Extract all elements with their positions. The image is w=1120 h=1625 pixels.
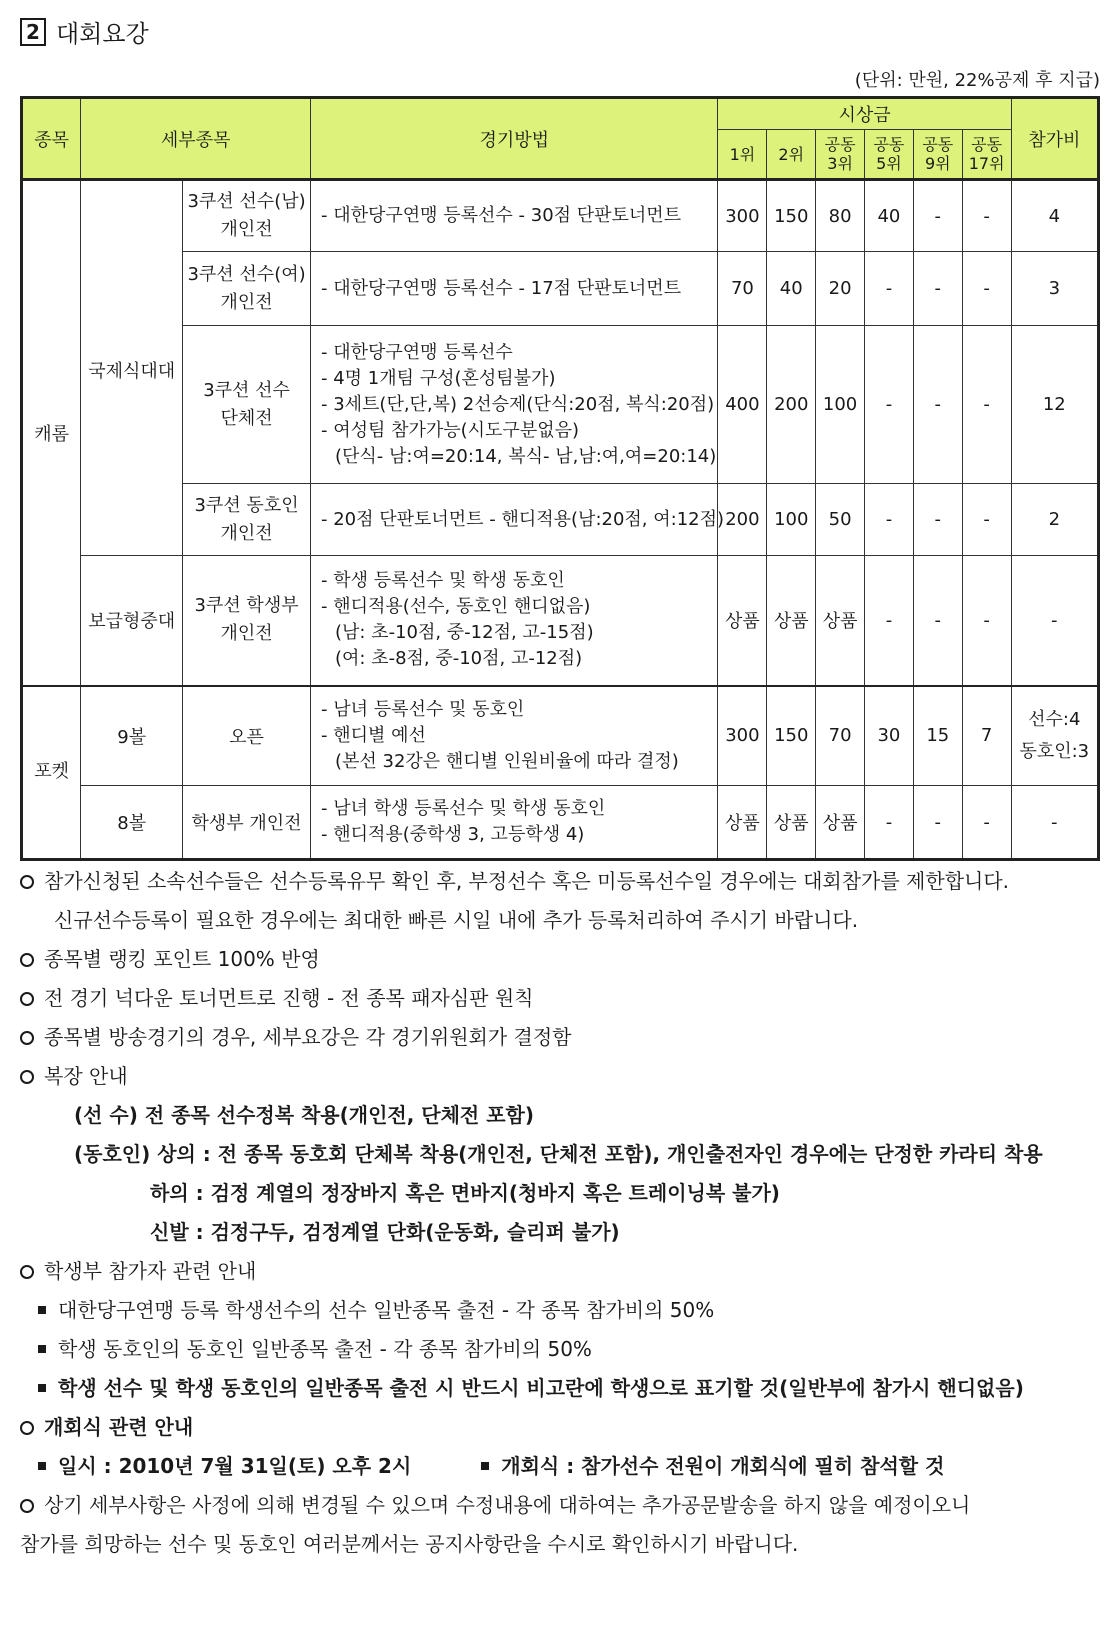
method: - 대한당구연맹 등록선수 - 4명 1개팀 구성(혼성팀불가) - 3세트(단,단,복) 2선승제(단식:20점, 복식:20점) - 여성팀 참가가능(시도구분없음) (단식- 남:여=20:14, 복식- 남,남:여,여=20:14) bbox=[310, 326, 718, 484]
section-title-text: 대회요강 bbox=[56, 20, 149, 48]
circle-bullet-icon bbox=[20, 1070, 34, 1084]
sub-event: 3쿠션 선수(남) 개인전 bbox=[183, 180, 311, 252]
prize-17: - bbox=[962, 326, 1011, 484]
prize-9: 15 bbox=[913, 686, 962, 786]
group-eight-ball: 8볼 bbox=[81, 786, 183, 860]
method: - 학생 등록선수 및 학생 동호인 - 핸디적용(선수, 동호인 핸디없음) (남: 초-10점, 중-12점, 고-15점) (여: 초-8점, 중-10점, 고-12점) bbox=[310, 556, 718, 686]
note-item: 개회식 관련 안내 bbox=[20, 1408, 1100, 1447]
note-item: 참가신청된 소속선수들은 선수등록유무 확인 후, 부정선수 혹은 미등록선수일 경우에는 대회참가를 제한합니다. bbox=[20, 862, 1100, 901]
square-bullet-icon bbox=[481, 1462, 489, 1470]
dress-amateur-shoes: 신발 : 검정구두, 검정계열 단화(운동화, 슬리퍼 불가) bbox=[150, 1220, 620, 1244]
prize-17: - bbox=[962, 252, 1011, 326]
prize-17: - bbox=[962, 786, 1011, 860]
group-intl: 국제식대대 bbox=[81, 180, 183, 556]
group-popular: 보급형중대 bbox=[81, 556, 183, 686]
prize-17: 7 bbox=[962, 686, 1011, 786]
table-row bbox=[22, 326, 1099, 484]
square-bullet-icon bbox=[38, 1345, 46, 1353]
fee: 선수:4 동호인:3 bbox=[1011, 686, 1098, 786]
method: - 대한당구연맹 등록선수 - 30점 단판토너먼트 bbox=[310, 180, 718, 252]
prize-17: - bbox=[962, 556, 1011, 686]
circle-bullet-icon bbox=[20, 875, 34, 889]
prize-3: 상품 bbox=[816, 556, 865, 686]
sub-event: 3쿠션 선수 단체전 bbox=[183, 326, 311, 484]
prize-2: 상품 bbox=[767, 556, 816, 686]
prize-1: 70 bbox=[718, 252, 767, 326]
circle-bullet-icon bbox=[20, 1031, 34, 1045]
table-row bbox=[22, 180, 1099, 252]
note-item: 종목별 방송경기의 경우, 세부요강은 각 경기위원회가 결정함 bbox=[20, 1018, 1100, 1057]
fee: - bbox=[1011, 786, 1098, 860]
header-sub-event: 세부종목 bbox=[81, 98, 311, 180]
prize-1: 상품 bbox=[718, 556, 767, 686]
prize-9: - bbox=[913, 484, 962, 556]
table-row bbox=[22, 556, 1099, 686]
dress-amateur-top: (동호인) 상의 : 전 종목 동호회 단체복 착용(개인전, 단체전 포함), 개인출전자인 경우에는 단정한 카라티 착용 bbox=[74, 1142, 1043, 1166]
table-row bbox=[22, 484, 1099, 556]
prize-9: - bbox=[913, 180, 962, 252]
sub-event: 3쿠션 동호인 개인전 bbox=[183, 484, 311, 556]
note-item: 학생부 참가자 관련 안내 bbox=[20, 1252, 1100, 1291]
note-item: 신규선수등록이 필요한 경우에는 최대한 빠른 시일 내에 추가 등록처리하여 주시기 바랍니다. bbox=[54, 908, 859, 932]
header-method: 경기방법 bbox=[310, 98, 718, 180]
header-prize: 시상금 bbox=[718, 98, 1011, 130]
header-event: 종목 bbox=[22, 98, 81, 180]
section-title bbox=[20, 14, 149, 49]
prize-5: 30 bbox=[865, 686, 914, 786]
header-fee: 참가비 bbox=[1011, 98, 1098, 180]
method: - 대한당구연맹 등록선수 - 17점 단판토너먼트 bbox=[310, 252, 718, 326]
prize-5: - bbox=[865, 326, 914, 484]
dress-amateur-bottom: 하의 : 검정 계열의 정장바지 혹은 면바지(청바지 혹은 트레이닝복 불가) bbox=[150, 1181, 780, 1205]
square-bullet-icon bbox=[38, 1384, 46, 1392]
method: - 20점 단판토너먼트 - 핸디적용(남:20점, 여:12점) bbox=[310, 484, 718, 556]
note-item: 전 경기 넉다운 토너먼트로 진행 - 전 종목 패자심판 원칙 bbox=[20, 979, 1100, 1018]
note-item: 종목별 랭킹 포인트 100% 반영 bbox=[20, 940, 1100, 979]
section-number: 2 bbox=[20, 18, 46, 46]
student-note: 학생 선수 및 학생 동호인의 일반종목 출전 시 반드시 비고란에 학생으로 표기할 것(일반부에 참가시 핸디없음) bbox=[20, 1369, 1100, 1408]
prize-5: 40 bbox=[865, 180, 914, 252]
prize-3: 70 bbox=[816, 686, 865, 786]
header-rank-2: 2위 bbox=[767, 130, 816, 180]
unit-note: (단위: 만원, 22%공제 후 지급) bbox=[854, 70, 1100, 91]
prize-2: 150 bbox=[767, 686, 816, 786]
prize-2: 200 bbox=[767, 326, 816, 484]
table-row bbox=[22, 252, 1099, 326]
header-rank-17: 공동 17위 bbox=[962, 130, 1011, 180]
prize-9: - bbox=[913, 786, 962, 860]
prize-5: - bbox=[865, 484, 914, 556]
prize-1: 200 bbox=[718, 484, 767, 556]
circle-bullet-icon bbox=[20, 1265, 34, 1279]
circle-bullet-icon bbox=[20, 1499, 34, 1513]
sub-event: 3쿠션 학생부 개인전 bbox=[183, 556, 311, 686]
prize-3: 80 bbox=[816, 180, 865, 252]
notes-section bbox=[20, 862, 1100, 1564]
prize-2: 100 bbox=[767, 484, 816, 556]
header-rank-3: 공동 3위 bbox=[816, 130, 865, 180]
opening-note: 일시 : 2010년 7월 31일(토) 오후 2시 개회식 : 참가선수 전원이 개회식에 필히 참석할 것 bbox=[20, 1447, 1100, 1486]
method: - 남녀 등록선수 및 동호인 - 핸디별 예선 (본선 32강은 핸디별 인원비율에 따라 결정) bbox=[310, 686, 718, 786]
prize-3: 100 bbox=[816, 326, 865, 484]
prize-2: 150 bbox=[767, 180, 816, 252]
prize-5: - bbox=[865, 786, 914, 860]
circle-bullet-icon bbox=[20, 1421, 34, 1435]
sub-event: 오픈 bbox=[183, 686, 311, 786]
dress-player: (선 수) 전 종목 선수정복 착용(개인전, 단체전 포함) bbox=[74, 1103, 534, 1127]
prize-3: 20 bbox=[816, 252, 865, 326]
student-note: 대한당구연맹 등록 학생선수의 선수 일반종목 출전 - 각 종목 참가비의 50% bbox=[20, 1291, 1100, 1330]
prize-9: - bbox=[913, 326, 962, 484]
sub-event: 학생부 개인전 bbox=[183, 786, 311, 860]
circle-bullet-icon bbox=[20, 992, 34, 1006]
circle-bullet-icon bbox=[20, 953, 34, 967]
square-bullet-icon bbox=[38, 1306, 46, 1314]
note-item: 상기 세부사항은 사정에 의해 변경될 수 있으며 수정내용에 대하여는 추가공문발송을 하지 않을 예정이오니 bbox=[20, 1486, 1100, 1525]
student-note: 학생 동호인의 동호인 일반종목 출전 - 각 종목 참가비의 50% bbox=[20, 1330, 1100, 1369]
prize-1: 상품 bbox=[718, 786, 767, 860]
prize-2: 40 bbox=[767, 252, 816, 326]
fee: 4 bbox=[1011, 180, 1098, 252]
prize-9: - bbox=[913, 556, 962, 686]
prize-17: - bbox=[962, 484, 1011, 556]
prize-3: 상품 bbox=[816, 786, 865, 860]
header-rank-1: 1위 bbox=[718, 130, 767, 180]
group-carom: 캐롬 bbox=[22, 180, 81, 686]
sub-event: 3쿠션 선수(여) 개인전 bbox=[183, 252, 311, 326]
header-rank-9: 공동 9위 bbox=[913, 130, 962, 180]
table-row bbox=[22, 786, 1099, 860]
header-rank-5: 공동 5위 bbox=[865, 130, 914, 180]
prize-5: - bbox=[865, 556, 914, 686]
note-item: 참가를 희망하는 선수 및 동호인 여러분께서는 공지사항란을 수시로 확인하시기 바랍니다. bbox=[20, 1532, 799, 1556]
note-item: 복장 안내 bbox=[20, 1057, 1100, 1096]
prize-17: - bbox=[962, 180, 1011, 252]
method: - 남녀 학생 등록선수 및 학생 동호인 - 핸디적용(중학생 3, 고등학생 4) bbox=[310, 786, 718, 860]
fee: 2 bbox=[1011, 484, 1098, 556]
prize-9: - bbox=[913, 252, 962, 326]
fee: - bbox=[1011, 556, 1098, 686]
fee: 3 bbox=[1011, 252, 1098, 326]
prize-5: - bbox=[865, 252, 914, 326]
prize-2: 상품 bbox=[767, 786, 816, 860]
group-nine-ball: 9볼 bbox=[81, 686, 183, 786]
square-bullet-icon bbox=[38, 1462, 46, 1470]
group-pocket: 포켓 bbox=[22, 686, 81, 860]
prize-1: 300 bbox=[718, 686, 767, 786]
prize-3: 50 bbox=[816, 484, 865, 556]
table-row bbox=[22, 686, 1099, 786]
prize-1: 300 bbox=[718, 180, 767, 252]
fee: 12 bbox=[1011, 326, 1098, 484]
prize-1: 400 bbox=[718, 326, 767, 484]
competition-table bbox=[20, 96, 1100, 861]
